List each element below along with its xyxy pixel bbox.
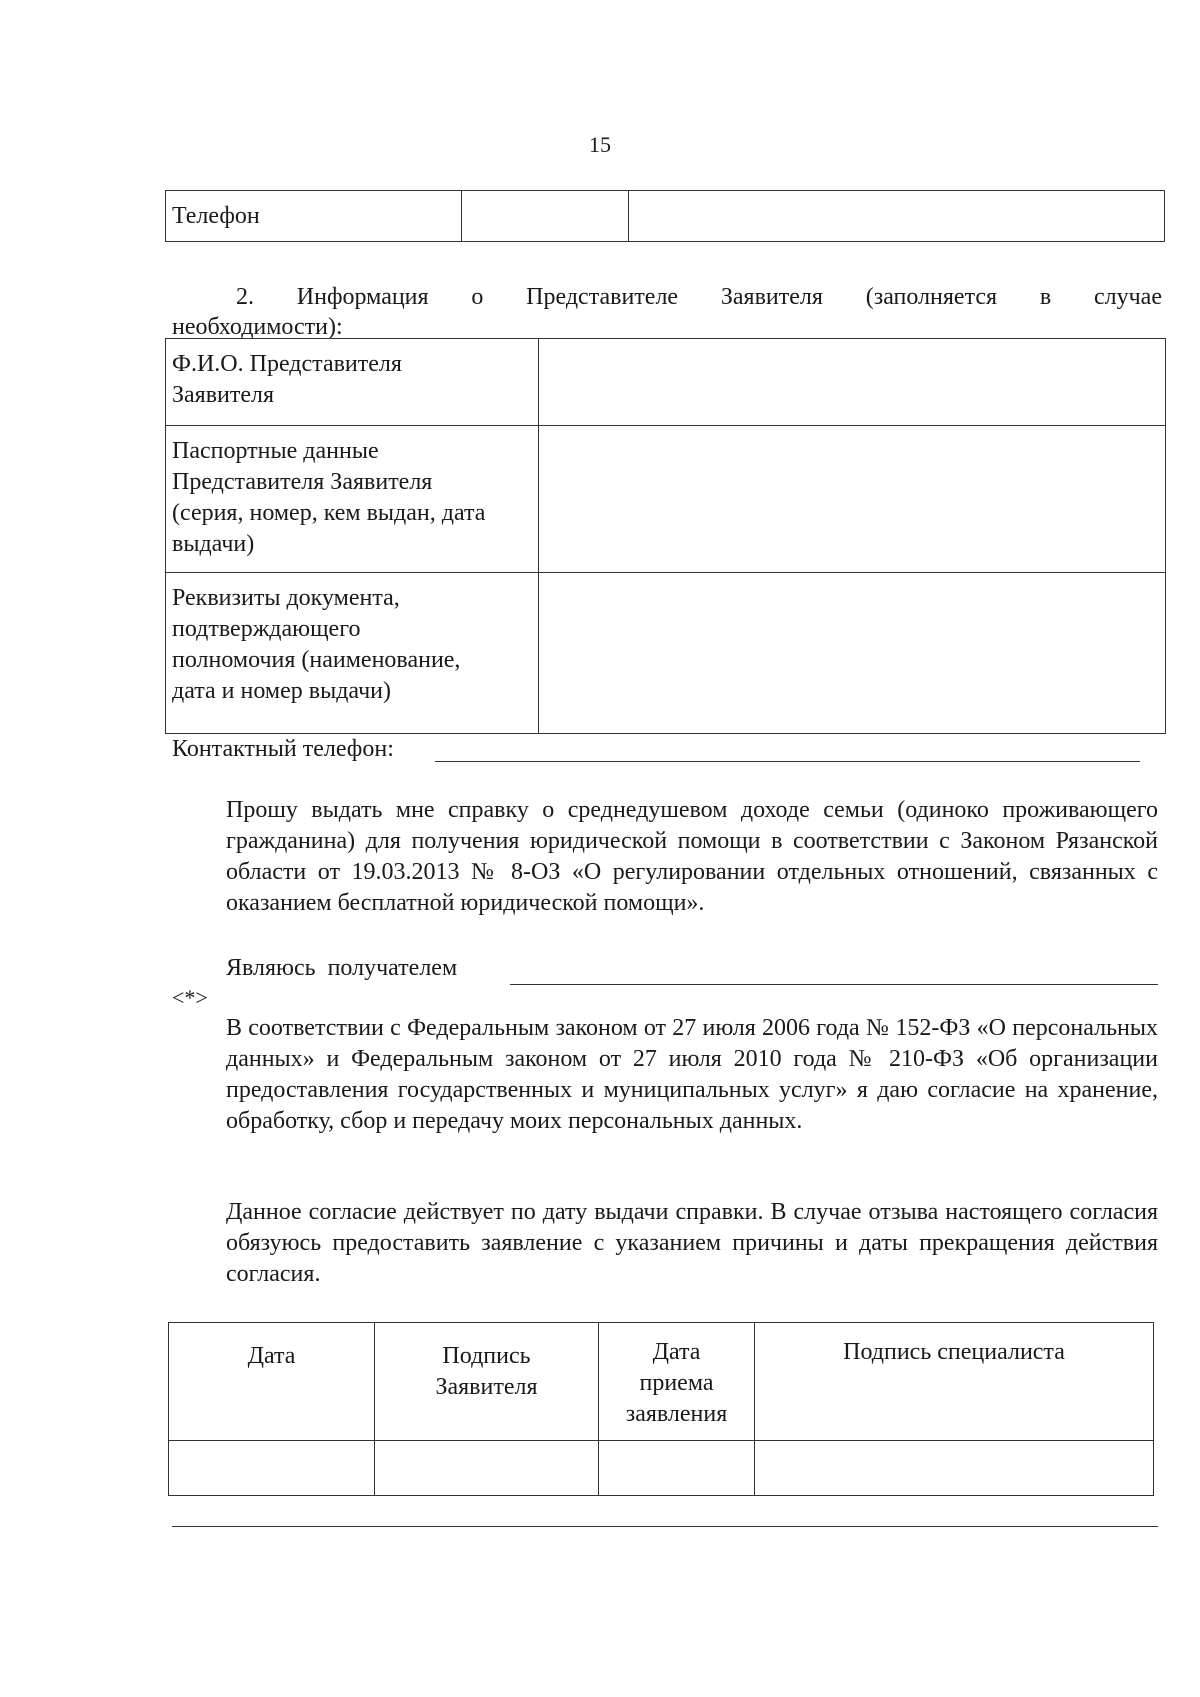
phone-row	[166, 191, 1165, 242]
acceptance-date-cell[interactable]	[599, 1441, 755, 1496]
header-line: заявления	[625, 1401, 728, 1427]
signature-header-row	[169, 1323, 1154, 1441]
header-specialist-signature	[755, 1323, 1154, 1441]
consent-paragraph	[172, 1013, 1158, 1137]
recipient-line[interactable]	[510, 984, 1158, 985]
phone-label: Телефон	[166, 191, 462, 242]
header-line: Подпись специалиста	[843, 1339, 1065, 1365]
date-entry-cell[interactable]	[169, 1441, 375, 1496]
validity-text: Данное согласие действует по дату выдачи справки. В случае отзыва настоящего согласия обязуюсь предоставить заявление с указанием причины и даты прекращения действия согласия.	[226, 1199, 1158, 1287]
authority-document-label	[166, 573, 539, 734]
header-line: Заявителя	[435, 1374, 538, 1400]
label-line: полномочия (наименование,	[172, 647, 461, 673]
header-line: Дата	[247, 1343, 296, 1369]
validity-paragraph	[172, 1197, 1158, 1290]
consent-text: В соответствии с Федеральным законом от 27 июля 2006 года № 152-ФЗ «О персональных данных» и Федеральным законом от 27 июля 2010 года № 210-ФЗ «Об организации предоставления государственных и муниципальных услуг» я даю согласие на хранение, обработку, сбор и передачу моих персональных данных.	[226, 1015, 1158, 1134]
request-paragraph	[172, 795, 1158, 919]
label-line: Паспортные данные	[172, 438, 379, 464]
representative-name-label	[166, 339, 539, 426]
applicant-signature-cell[interactable]	[375, 1441, 599, 1496]
section-title-line-2: необходимости):	[172, 314, 343, 340]
signature-table	[168, 1322, 1154, 1496]
label-line: (серия, номер, кем выдан, дата	[172, 500, 486, 526]
header-line: Подпись	[442, 1343, 531, 1369]
contact-phone-label: Контактный телефон:	[172, 736, 394, 762]
header-acceptance-date	[599, 1323, 755, 1441]
signature-entry-row	[169, 1441, 1154, 1496]
representative-name-field[interactable]	[539, 339, 1166, 426]
page-number: 15	[589, 132, 611, 157]
header-applicant-signature	[375, 1323, 599, 1441]
passport-row	[166, 426, 1166, 573]
representative-section-title	[172, 282, 1162, 342]
request-text: Прошу выдать мне справку о среднедушевом доходе семьи (одиноко проживающего гражданина) для получения юридической помощи в соответствии с Законом Рязанской области от 19.03.2013 № 8-ОЗ «О регулировании отдельных отношений, связанных с оказанием бесплатной юридической помощи».	[226, 797, 1158, 916]
section-title-line-1: 2. Информация о Представителе Заявителя (заполняется в случае	[236, 284, 1162, 310]
representative-name-row	[166, 339, 1166, 426]
label-line: Реквизиты документа,	[172, 585, 400, 611]
passport-field[interactable]	[539, 426, 1166, 573]
label-line: подтверждающего	[172, 616, 361, 642]
label-line: дата и номер выдачи)	[172, 678, 392, 704]
specialist-signature-cell[interactable]	[755, 1441, 1154, 1496]
recipient-label: Являюсь получателем	[226, 955, 458, 981]
representative-table	[165, 338, 1166, 734]
label-line: выдачи)	[172, 531, 255, 557]
authority-document-row	[166, 573, 1166, 734]
phone-value-cell-2[interactable]	[629, 191, 1165, 242]
bottom-rule	[172, 1526, 1158, 1527]
contact-phone-line[interactable]	[435, 761, 1140, 762]
label-line: Ф.И.О. Представителя	[172, 351, 402, 377]
header-line: приема	[639, 1370, 714, 1396]
label-line: Представителя Заявителя	[172, 469, 433, 495]
passport-label	[166, 426, 539, 573]
authority-document-field[interactable]	[539, 573, 1166, 734]
header-date	[169, 1323, 375, 1441]
footnote-marker: <*>	[172, 985, 208, 1010]
phone-value-cell-1[interactable]	[462, 191, 629, 242]
phone-table	[165, 190, 1165, 242]
header-line: Дата	[652, 1339, 701, 1365]
label-line: Заявителя	[172, 382, 275, 408]
